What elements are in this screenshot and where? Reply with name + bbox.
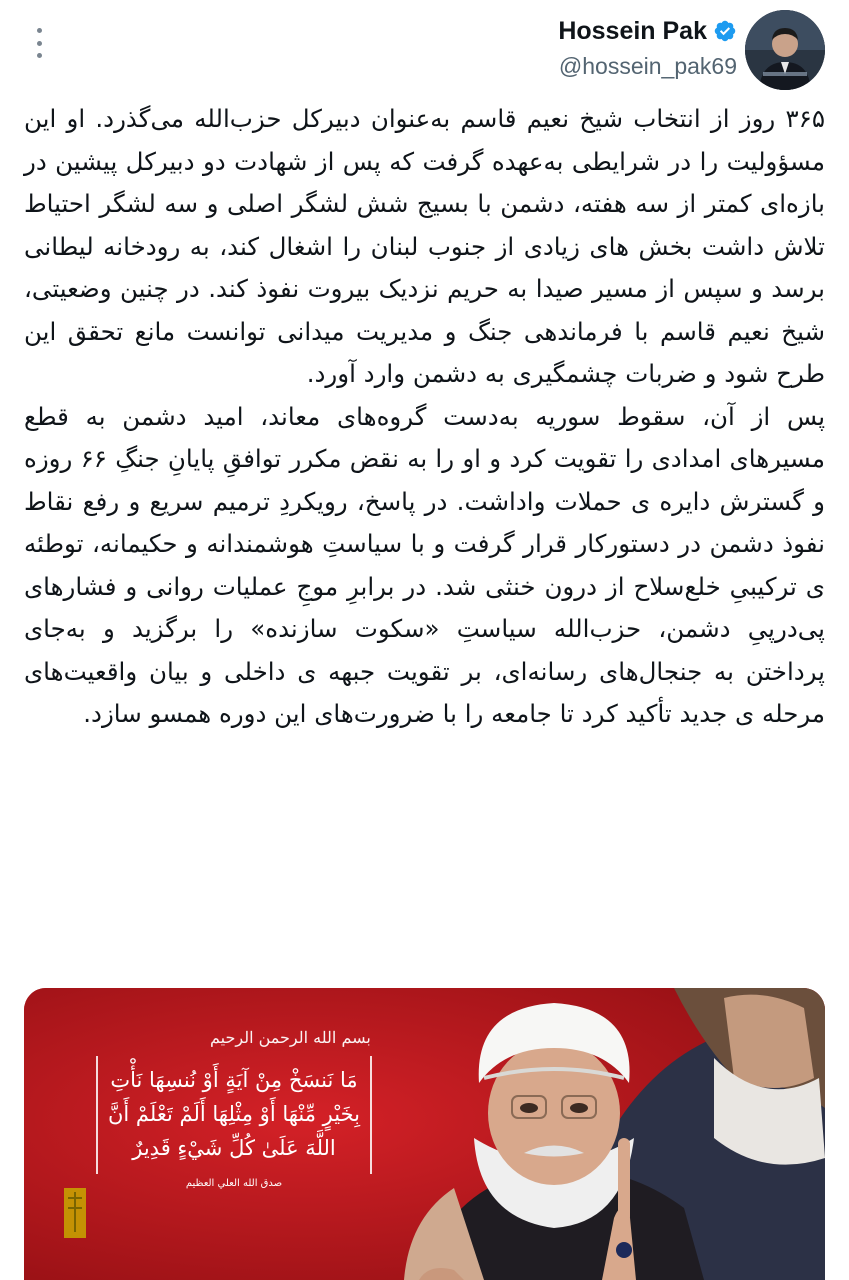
tweet-body-text: ۳۶۵ روز از انتخاب شیخ نعیم قاسم به‌عنوان دبیرکل حزب‌الله می‌گذرد. او این مسؤولیت را در شرایطی به‌عهده گرفت که پس از شهادت دو دبیرکل پیشین در بازه‌ای کمتر از سه هفته، دشمن با بسیج شش لشگر اصلی و سه لشگر احتیاط تلاش داشت بخش های زیادی از جنوب لبنان را اشغال کند، به رودخانه لیطانی برسد و سپس از مسیر صیدا به حریم نزدیک بیروت نفوذ کند. در چنین وضعیتی، شیخ نعیم قاسم با فرماندهی جنگ و مدیریت میدانی توانست مانع تحقق این طرح شود و ضربات چشمگیری به دشمن وارد آورد. پس از آن، سقوط سوریه به‌دست گروه‌های معاند، امید دشمن به قطع مسیرهای امدادی را تقویت کرد و او را به نقض مکرر توافقِ پایانِ جنگِ ۶۶ روزه و گسترش دایره ی حملات واداشت. در پاسخ، رویکردِ ترمیم سریع و رفع نقاط نفوذ دشمن در دستورکار قرار گرفت و با سیاستِ هوشمندانه و حکیمانه، توطئه ی ترکیبیِ خلع‌سلاح از درون خنثی شد. در برابرِ موجِ عملیات روانی و فشارهای پی‌درپیِ دشمن، حزب‌الله سیاستِ «سکوت سازنده» را برگزید و به‌جای پرداختن به جنجال‌های رسانه‌ای، بر تقویت جبهه ی داخلی و بیان واقعیت‌های مرحله ی جدید تأکید کرد تا جامعه را با ضرورت‌های این دوره همسو سازد. (24, 104, 826, 728)
tweet-media-image[interactable] (24, 988, 825, 1280)
quran-verse-frame (96, 1056, 372, 1174)
verse-attribution: صدق الله العلي العظيم (185, 1178, 283, 1189)
tweet-header (0, 0, 849, 100)
menu-dot (37, 53, 42, 58)
profile-avatar[interactable] (745, 10, 825, 90)
verified-badge-icon (713, 19, 737, 43)
avatar-image (745, 10, 825, 90)
verse-line-3: اللَّهَ عَلَىٰ كُلِّ شَيْءٍ قَدِيرٌ (132, 1136, 336, 1160)
author-info[interactable] (558, 14, 737, 82)
bismillah-text: بسم الله الرحمن الرحیم (210, 1028, 371, 1047)
author-display-name[interactable]: Hossein Pak (558, 17, 707, 45)
menu-dot (37, 28, 42, 33)
author-handle[interactable]: @hossein_pak69 (558, 53, 737, 79)
verse-line-1: مَا نَنسَخْ مِنْ آيَةٍ أَوْ نُنسِهَا نَأْتِ (110, 1068, 358, 1092)
more-vertical-icon[interactable] (28, 28, 50, 58)
hezbollah-emblem-icon (64, 1188, 86, 1238)
menu-dot (37, 41, 42, 46)
verse-line-2: بِخَيْرٍ مِّنْهَا أَوْ مِثْلِهَا أَلَمْ تَعْلَمْ أَنَّ (108, 1102, 360, 1126)
display-name-row (558, 14, 737, 48)
